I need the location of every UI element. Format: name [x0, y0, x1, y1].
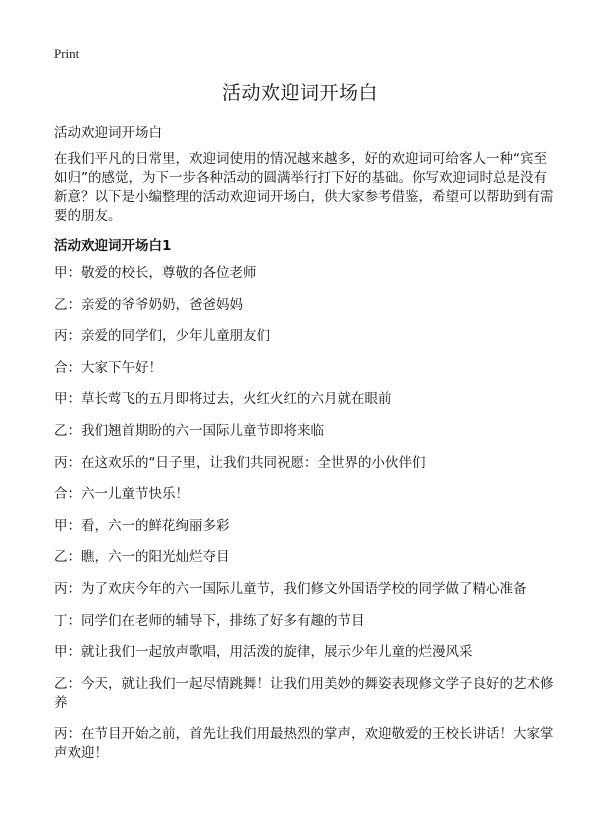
dialogue-line: 乙：瞧，六一的阳光灿烂夺目	[54, 549, 230, 566]
dialogue-line: 丙：在这欢乐的“日子里，让我们共同祝愿：全世界的小伙伴们	[54, 454, 426, 471]
dialogue-line: 甲：看，六一的鲜花绚丽多彩	[54, 517, 230, 534]
dialogue-line: 合：六一儿童节快乐！	[54, 486, 189, 503]
page-title: 活动欢迎词开场白	[221, 82, 378, 104]
intro-paragraph: 在我们平凡的日常里，欢迎词使用的情况越来越多，好的欢迎词可给客人一种“宾至如归”的感觉，为下一步各种活动的圆满举行打下好的基础。你写欢迎词时总是没有新意？以下是小编整理的活动欢迎词开场白，供大家参考借鉴，希望可以帮助到有需要的朋友。	[54, 151, 554, 224]
dialogue-line: 甲：草长莺飞的五月即将过去，火红火红的六月就在眼前	[54, 391, 392, 408]
dialogue-line: 丙：亲爱的同学们，少年儿童朋友们	[54, 328, 270, 345]
dialogue-line: 乙：今天，就让我们一起尽情跳舞！让我们用美妙的舞姿表现修文学子良好的艺术修养	[54, 675, 554, 711]
dialogue-list	[54, 264, 554, 776]
dialogue-line: 甲：就让我们一起放声歌唱，用活泼的旋律，展示少年儿童的烂漫风采	[54, 644, 473, 661]
dialogue-line: 合：大家下午好！	[54, 359, 162, 376]
dialogue-line: 丙：为了欢庆今年的六一国际儿童节，我们修文外国语学校的同学做了精心准备	[54, 580, 527, 597]
dialogue-line: 乙：我们翘首期盼的六一国际儿童节即将来临	[54, 422, 324, 439]
dialogue-line: 乙：亲爱的爷爷奶奶，爸爸妈妈	[54, 296, 243, 313]
section-heading: 活动欢迎词开场白1	[54, 238, 172, 254]
dialogue-line: 丁：同学们在老师的辅导下，排练了好多有趣的节目	[54, 612, 365, 629]
print-link[interactable]: Print	[54, 46, 80, 61]
dialogue-line: 甲：敬爱的校长，尊敬的各位老师	[54, 265, 257, 281]
document-subtitle: 活动欢迎词开场白	[54, 125, 162, 141]
dialogue-line: 丙：在节目开始之前，首先让我们用最热烈的掌声，欢迎敬爱的王校长讲话！大家掌声欢迎！	[54, 726, 554, 762]
